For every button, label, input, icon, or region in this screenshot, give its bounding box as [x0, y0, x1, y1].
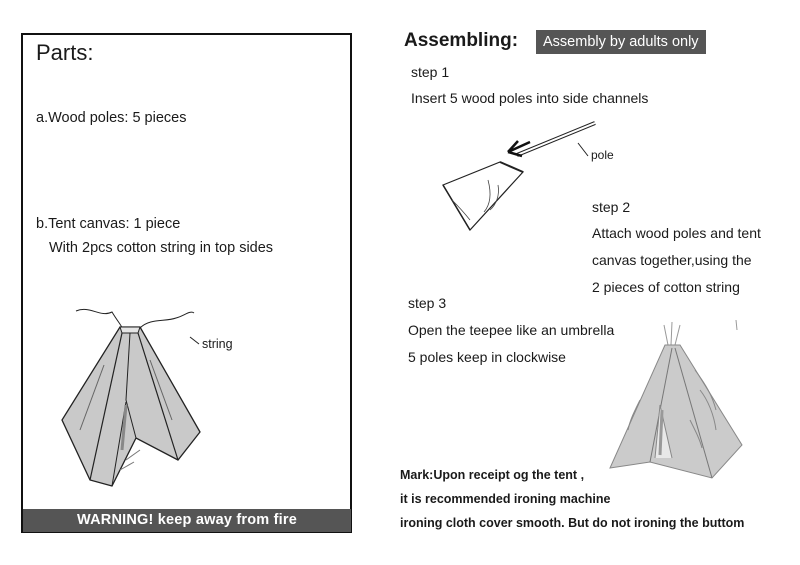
assembling-title: Assembling: [404, 30, 519, 51]
wood-poles-item: a.Wood poles: 5 pieces [36, 110, 187, 126]
warning-banner: WARNING! keep away from fire [23, 509, 351, 532]
step1-label: step 1 [411, 64, 450, 80]
tent-canvas-note: With 2pcs cotton string in top sides [49, 240, 274, 256]
step3-text-line: Open the teepee like an umbrella [408, 322, 615, 338]
mark-note-line: Mark:Upon receipt og the tent , [400, 468, 585, 482]
step2-text-line: canvas together,using the [592, 252, 752, 268]
parts-title: Parts: [36, 40, 94, 65]
mark-note-line: ironing cloth cover smooth. But do not ironing the buttom [400, 516, 745, 530]
parts-panel [21, 33, 352, 533]
step2-label: step 2 [592, 199, 631, 215]
step3-text-line: 5 poles keep in clockwise [408, 349, 566, 365]
mark-note-line: it is recommended ironing machine [400, 492, 611, 506]
tent-canvas-item: b.Tent canvas: 1 piece [36, 216, 181, 232]
step3-label: step 3 [408, 295, 447, 311]
step2-text-line: 2 pieces of cotton string [592, 279, 740, 295]
adults-only-badge: Assembly by adults only [536, 30, 706, 54]
string-label: string [202, 337, 233, 351]
step2-text-line: Attach wood poles and tent [592, 225, 761, 241]
step1-text: Insert 5 wood poles into side channels [411, 90, 649, 106]
pole-label: pole [591, 148, 614, 162]
